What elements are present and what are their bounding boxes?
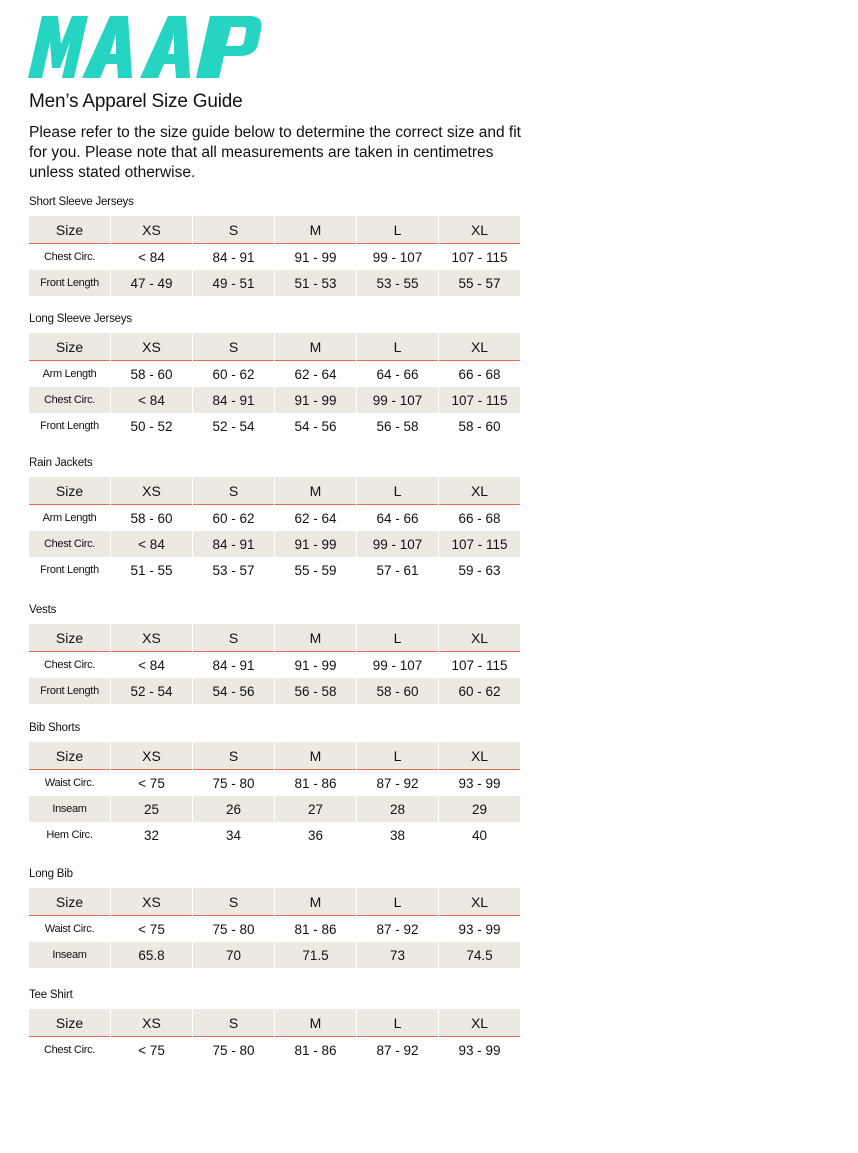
- measurement-value: 84 - 91: [212, 249, 255, 265]
- measurement-label: Arm Length: [42, 368, 97, 380]
- logo-letter-a: [140, 16, 190, 78]
- measurement-value: 71.5: [275, 942, 356, 968]
- measurement-value: 36: [307, 827, 324, 843]
- measurement-value: < 84: [111, 387, 192, 413]
- measurement-value: 91 - 99: [294, 657, 337, 673]
- size-header-cell: M: [275, 742, 356, 770]
- measurement-label: Chest Circ.: [29, 531, 110, 557]
- table-header-row: [29, 1009, 520, 1037]
- measurement-value: 107 - 115: [451, 657, 508, 673]
- size-header-cell: M: [275, 216, 356, 244]
- size-header-cell: XS: [111, 477, 192, 505]
- measurement-label: Front Length: [40, 420, 99, 432]
- size-header-cell: M: [275, 333, 356, 361]
- measurement-value: 62 - 64: [294, 366, 337, 382]
- table-row: [29, 678, 520, 704]
- measurement-value: 55 - 59: [294, 562, 337, 578]
- measurement-value: 99 - 107: [372, 657, 423, 673]
- size-header-cell: XS: [111, 624, 192, 652]
- size-table: [28, 624, 521, 704]
- maap-logo-mark: [28, 14, 268, 80]
- measurement-label: Hem Circ.: [46, 829, 93, 841]
- measurement-value: 53 - 55: [357, 270, 438, 296]
- size-table-section: [29, 988, 519, 1063]
- measurement-label: Chest Circ.: [43, 659, 96, 671]
- measurement-value: 56 - 58: [275, 678, 356, 704]
- measurement-value: 56 - 58: [376, 418, 419, 434]
- table-header-row: [29, 216, 520, 244]
- measurement-value: 25: [111, 796, 192, 822]
- measurement-value: < 75: [138, 775, 165, 791]
- size-header-cell: S: [193, 333, 274, 361]
- measurement-value: 75 - 80: [212, 1042, 255, 1058]
- measurement-value: 55 - 57: [439, 270, 520, 296]
- section-title: Long Sleeve Jerseys: [29, 313, 132, 325]
- size-header-cell: S: [193, 477, 274, 505]
- size-header-cell: XL: [439, 477, 520, 505]
- measurement-value: 54 - 56: [193, 678, 274, 704]
- page-title: Men’s Apparel Size Guide: [29, 91, 243, 112]
- size-table-section: [29, 456, 519, 583]
- measurement-value: 60 - 62: [212, 510, 255, 526]
- measurement-label: Chest Circ.: [43, 1044, 96, 1056]
- measurement-value: 51 - 55: [130, 562, 173, 578]
- section-title: Rain Jackets: [29, 457, 93, 469]
- measurement-value: < 84: [138, 657, 165, 673]
- size-header-cell: S: [193, 1009, 274, 1037]
- measurement-value: 52 - 54: [212, 418, 255, 434]
- size-table-section: [29, 867, 519, 968]
- measurement-value: 57 - 61: [376, 562, 419, 578]
- measurement-value: 91 - 99: [275, 531, 356, 557]
- size-header-cell: XS: [111, 888, 192, 916]
- size-table-section: [29, 312, 519, 439]
- measurement-value: 107 - 115: [439, 531, 520, 557]
- measurement-value: 65.8: [111, 942, 192, 968]
- size-header-label: Size: [29, 216, 110, 244]
- size-header-cell: XS: [111, 216, 192, 244]
- size-header-cell: S: [193, 216, 274, 244]
- measurement-value: 99 - 107: [357, 387, 438, 413]
- table-row: [29, 270, 520, 296]
- measurement-value: 84 - 91: [212, 657, 255, 673]
- measurement-value: 50 - 52: [130, 418, 173, 434]
- size-header-cell: L: [357, 742, 438, 770]
- measurement-label: Front Length: [40, 564, 99, 576]
- table-row: [29, 796, 520, 822]
- measurement-value: 60 - 62: [212, 366, 255, 382]
- logo-letter-a: [82, 16, 132, 78]
- measurement-value: 84 - 91: [193, 531, 274, 557]
- size-header-cell: XL: [439, 1009, 520, 1037]
- section-title: Long Bib: [29, 868, 73, 880]
- measurement-value: 59 - 63: [458, 562, 501, 578]
- measurement-value: 28: [357, 796, 438, 822]
- table-row: [29, 916, 520, 942]
- measurement-label: Chest Circ.: [29, 387, 110, 413]
- measurement-value: 107 - 115: [451, 249, 508, 265]
- size-header-label: Size: [29, 1009, 110, 1037]
- measurement-label: Waist Circ.: [44, 923, 95, 935]
- table-row: [29, 942, 520, 968]
- table-row: [29, 361, 520, 387]
- measurement-value: 93 - 99: [458, 775, 501, 791]
- measurement-value: 70: [193, 942, 274, 968]
- measurement-value: < 84: [111, 531, 192, 557]
- measurement-label: Front Length: [29, 270, 110, 296]
- measurement-value: 91 - 99: [294, 249, 337, 265]
- measurement-value: 73: [357, 942, 438, 968]
- size-header-cell: S: [193, 888, 274, 916]
- measurement-value: 66 - 68: [458, 510, 501, 526]
- size-header-cell: S: [193, 624, 274, 652]
- measurement-label: Front Length: [29, 678, 110, 704]
- maap-logo: [28, 14, 268, 80]
- intro-text: Please refer to the size guide below to determine the correct size and fit for you. Please note that all measurements are taken in centimetres unless stated otherwise.: [29, 124, 521, 181]
- size-header-cell: L: [357, 888, 438, 916]
- table-header-row: [29, 624, 520, 652]
- size-header-cell: M: [275, 1009, 356, 1037]
- size-table-section: [29, 603, 519, 704]
- measurement-label: Inseam: [29, 796, 110, 822]
- section-title: Bib Shorts: [29, 722, 81, 734]
- size-header-cell: XL: [439, 742, 520, 770]
- table-row: [29, 557, 520, 583]
- measurement-value: 66 - 68: [458, 366, 501, 382]
- measurement-value: 58 - 60: [130, 510, 173, 526]
- size-header-cell: XL: [439, 333, 520, 361]
- size-header-cell: L: [357, 624, 438, 652]
- measurement-value: 32: [143, 827, 160, 843]
- measurement-value: 93 - 99: [458, 921, 501, 937]
- size-table-section: [29, 721, 519, 848]
- size-table: [28, 1009, 521, 1063]
- measurement-value: 58 - 60: [357, 678, 438, 704]
- measurement-value: 27: [275, 796, 356, 822]
- measurement-value: 81 - 86: [294, 1042, 337, 1058]
- measurement-value: 75 - 80: [212, 775, 255, 791]
- size-table: [28, 333, 521, 439]
- size-header-label: Size: [29, 477, 110, 505]
- measurement-value: 81 - 86: [294, 921, 337, 937]
- measurement-value: 62 - 64: [294, 510, 337, 526]
- table-header-row: [29, 477, 520, 505]
- measurement-value: 53 - 57: [212, 562, 255, 578]
- size-table-section: [29, 195, 519, 296]
- measurement-value: 58 - 60: [458, 418, 501, 434]
- measurement-value: 40: [471, 827, 488, 843]
- size-header-cell: XS: [111, 1009, 192, 1037]
- measurement-value: 99 - 107: [357, 531, 438, 557]
- logo-letter-m: [28, 16, 88, 78]
- measurement-value: 99 - 107: [372, 249, 423, 265]
- measurement-value: 64 - 66: [376, 510, 419, 526]
- measurement-value: 87 - 92: [376, 1042, 419, 1058]
- table-row: [29, 652, 520, 678]
- measurement-value: 75 - 80: [212, 921, 255, 937]
- size-header-label: Size: [29, 624, 110, 652]
- table-row: [29, 822, 520, 848]
- size-table: [28, 477, 521, 583]
- size-header-cell: XS: [111, 742, 192, 770]
- table-row: [29, 505, 520, 531]
- measurement-value: < 84: [138, 249, 165, 265]
- measurement-label: Waist Circ.: [44, 777, 95, 789]
- measurement-value: 87 - 92: [376, 921, 419, 937]
- size-header-cell: XS: [111, 333, 192, 361]
- table-row: [29, 531, 520, 557]
- measurement-value: < 75: [138, 1042, 165, 1058]
- size-header-cell: S: [193, 742, 274, 770]
- measurement-value: 51 - 53: [275, 270, 356, 296]
- measurement-value: 84 - 91: [193, 387, 274, 413]
- measurement-value: 47 - 49: [111, 270, 192, 296]
- measurement-label: Arm Length: [42, 512, 97, 524]
- size-header-cell: M: [275, 888, 356, 916]
- measurement-value: 49 - 51: [193, 270, 274, 296]
- measurement-value: 54 - 56: [294, 418, 337, 434]
- section-title: Tee Shirt: [29, 989, 73, 1001]
- logo-letter-p: [196, 16, 262, 78]
- measurement-label: Inseam: [29, 942, 110, 968]
- size-header-cell: XL: [439, 888, 520, 916]
- section-title: Short Sleeve Jerseys: [29, 196, 134, 208]
- table-row: [29, 1037, 520, 1063]
- measurement-value: 29: [439, 796, 520, 822]
- measurement-value: 38: [389, 827, 406, 843]
- measurement-value: 52 - 54: [111, 678, 192, 704]
- size-header-cell: M: [275, 624, 356, 652]
- size-header-cell: L: [357, 216, 438, 244]
- measurement-value: 58 - 60: [130, 366, 173, 382]
- measurement-value: 64 - 66: [376, 366, 419, 382]
- table-row: [29, 770, 520, 796]
- measurement-label: Chest Circ.: [43, 251, 96, 263]
- size-header-cell: L: [357, 1009, 438, 1037]
- measurement-value: 26: [193, 796, 274, 822]
- table-row: [29, 413, 520, 439]
- table-header-row: [29, 888, 520, 916]
- measurement-value: 74.5: [439, 942, 520, 968]
- table-header-row: [29, 333, 520, 361]
- size-header-label: Size: [29, 742, 110, 770]
- measurement-value: 93 - 99: [458, 1042, 501, 1058]
- size-header-cell: L: [357, 333, 438, 361]
- size-table: [28, 742, 521, 848]
- measurement-value: < 75: [138, 921, 165, 937]
- size-table: [28, 888, 521, 968]
- measurement-value: 87 - 92: [376, 775, 419, 791]
- measurement-value: 34: [225, 827, 242, 843]
- measurement-value: 91 - 99: [275, 387, 356, 413]
- size-header-cell: XL: [439, 216, 520, 244]
- measurement-value: 107 - 115: [439, 387, 520, 413]
- table-row: [29, 387, 520, 413]
- size-header-cell: L: [357, 477, 438, 505]
- size-header-cell: XL: [439, 624, 520, 652]
- section-title: Vests: [29, 604, 57, 616]
- size-header-cell: M: [275, 477, 356, 505]
- table-header-row: [29, 742, 520, 770]
- size-header-label: Size: [29, 333, 110, 361]
- size-header-label: Size: [29, 888, 110, 916]
- measurement-value: 60 - 62: [439, 678, 520, 704]
- measurement-value: 81 - 86: [294, 775, 337, 791]
- table-row: [29, 244, 520, 270]
- size-table: [28, 216, 521, 296]
